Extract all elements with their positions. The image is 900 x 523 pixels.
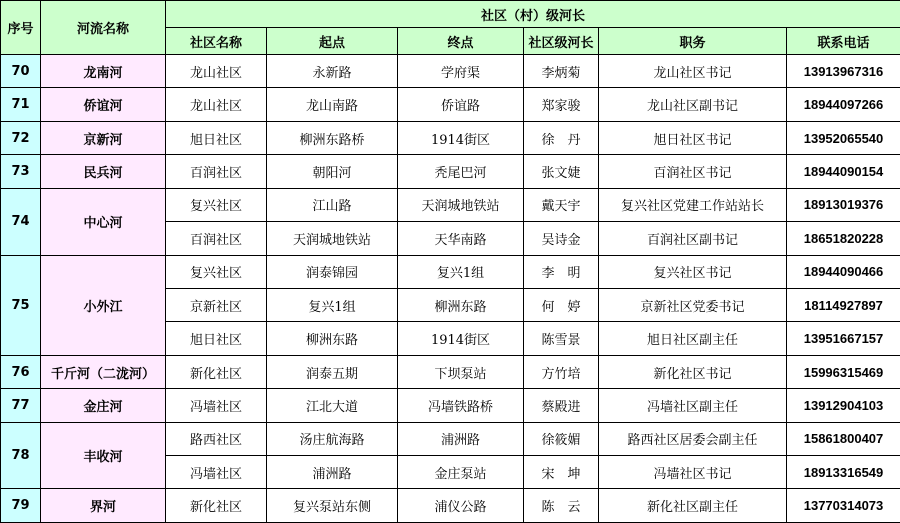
chief-cell: 张文婕 [524,155,599,188]
phone-cell: 13912904103 [787,389,900,422]
end-cell: 秃尾巴河 [398,155,524,188]
community-cell: 复兴社区 [166,255,267,288]
row-index-cell: 78 [1,422,41,489]
phone-cell: 18944090154 [787,155,900,188]
river-name-cell: 侨谊河 [41,88,166,121]
chief-cell: 徐 丹 [524,121,599,154]
phone-cell: 13913967316 [787,55,900,88]
start-cell: 润泰锦园 [267,255,398,288]
end-cell: 学府渠 [398,55,524,88]
chief-cell: 宋 坤 [524,456,599,489]
start-cell: 龙山南路 [267,88,398,121]
title-cell: 复兴社区书记 [599,255,787,288]
row-index-cell: 73 [1,155,41,188]
title-cell: 旭日社区副主任 [599,322,787,355]
end-cell: 柳洲东路 [398,288,524,321]
community-cell: 复兴社区 [166,188,267,221]
table-row [1,55,900,88]
start-cell: 复兴泵站东侧 [267,489,398,523]
title-cell: 旭日社区书记 [599,121,787,154]
community-cell: 新化社区 [166,489,267,523]
start-cell: 汤庄航海路 [267,422,398,455]
chief-cell: 方竹培 [524,355,599,388]
community-cell: 旭日社区 [166,322,267,355]
community-cell: 龙山社区 [166,88,267,121]
row-index-cell: 72 [1,121,41,154]
title-cell: 路西社区居委会副主任 [599,422,787,455]
end-cell: 下坝泵站 [398,355,524,388]
chief-cell: 何 婷 [524,288,599,321]
title-cell: 冯墙社区书记 [599,456,787,489]
river-name-cell: 民兵河 [41,155,166,188]
phone-cell: 13770314073 [787,489,900,523]
phone-cell: 13951667157 [787,322,900,355]
title-cell: 复兴社区党建工作站站长 [599,188,787,221]
row-index-cell: 79 [1,489,41,523]
start-cell: 润泰五期 [267,355,398,388]
header-chief: 社区级河长 [524,28,599,55]
start-cell: 柳洲东路 [267,322,398,355]
start-cell: 柳洲东路桥 [267,121,398,154]
end-cell: 浦洲路 [398,422,524,455]
river-name-cell: 金庄河 [41,389,166,422]
row-index-cell: 76 [1,355,41,388]
river-name-cell: 小外江 [41,255,166,355]
table-row [1,255,900,288]
title-cell: 新化社区书记 [599,355,787,388]
row-index-cell: 77 [1,389,41,422]
phone-cell: 18913316549 [787,456,900,489]
end-cell: 1914街区 [398,121,524,154]
community-cell: 新化社区 [166,355,267,388]
table-row [1,121,900,154]
title-cell: 龙山社区书记 [599,55,787,88]
end-cell: 浦仪公路 [398,489,524,523]
table-row [1,155,900,188]
river-name-cell: 界河 [41,489,166,523]
chief-cell: 陈 云 [524,489,599,523]
header-title: 职务 [599,28,787,55]
table-row [1,422,900,455]
title-cell: 百润社区书记 [599,155,787,188]
chief-cell: 李炳菊 [524,55,599,88]
start-cell: 永新路 [267,55,398,88]
chief-cell: 徐筱媚 [524,422,599,455]
header-community: 社区名称 [166,28,267,55]
phone-cell: 18114927897 [787,288,900,321]
start-cell: 江北大道 [267,389,398,422]
community-cell: 百润社区 [166,222,267,255]
end-cell: 复兴1组 [398,255,524,288]
table-body [1,55,900,523]
row-index-cell: 75 [1,255,41,355]
end-cell: 侨谊路 [398,88,524,121]
header-index: 序号 [1,1,41,55]
row-index-cell: 74 [1,188,41,255]
end-cell: 天华南路 [398,222,524,255]
title-cell: 百润社区副书记 [599,222,787,255]
chief-cell: 吴诗金 [524,222,599,255]
end-cell: 金庄泵站 [398,456,524,489]
community-cell: 京新社区 [166,288,267,321]
title-cell: 新化社区副主任 [599,489,787,523]
community-cell: 路西社区 [166,422,267,455]
chief-cell: 戴天宇 [524,188,599,221]
table-row [1,389,900,422]
header-end: 终点 [398,28,524,55]
start-cell: 复兴1组 [267,288,398,321]
header-river-name: 河流名称 [41,1,166,55]
community-cell: 冯墙社区 [166,389,267,422]
header-start: 起点 [267,28,398,55]
table-row [1,88,900,121]
header-phone: 联系电话 [787,28,900,55]
river-name-cell: 龙南河 [41,55,166,88]
start-cell: 朝阳河 [267,155,398,188]
phone-cell: 13952065540 [787,121,900,154]
phone-cell: 18651820228 [787,222,900,255]
end-cell: 天润城地铁站 [398,188,524,221]
title-cell: 龙山社区副书记 [599,88,787,121]
chief-cell: 蔡殿进 [524,389,599,422]
river-name-cell: 中心河 [41,188,166,255]
end-cell: 1914街区 [398,322,524,355]
phone-cell: 15996315469 [787,355,900,388]
start-cell: 江山路 [267,188,398,221]
end-cell: 冯墙铁路桥 [398,389,524,422]
table-row [1,355,900,388]
start-cell: 浦洲路 [267,456,398,489]
phone-cell: 15861800407 [787,422,900,455]
title-cell: 京新社区党委书记 [599,288,787,321]
river-name-cell: 京新河 [41,121,166,154]
title-cell: 冯墙社区副主任 [599,389,787,422]
community-cell: 旭日社区 [166,121,267,154]
phone-cell: 18944090466 [787,255,900,288]
community-cell: 百润社区 [166,155,267,188]
start-cell: 天润城地铁站 [267,222,398,255]
chief-cell: 郑家骏 [524,88,599,121]
community-cell: 冯墙社区 [166,456,267,489]
chief-cell: 陈雪景 [524,322,599,355]
row-index-cell: 70 [1,55,41,88]
table-row [1,188,900,221]
table-row [1,489,900,523]
row-index-cell: 71 [1,88,41,121]
phone-cell: 18944097266 [787,88,900,121]
chief-cell: 李 明 [524,255,599,288]
phone-cell: 18913019376 [787,188,900,221]
river-name-cell: 丰收河 [41,422,166,489]
community-cell: 龙山社区 [166,55,267,88]
river-name-cell: 千斤河（二泷河） [41,355,166,388]
header-community-group: 社区（村）级河长 [166,1,900,28]
